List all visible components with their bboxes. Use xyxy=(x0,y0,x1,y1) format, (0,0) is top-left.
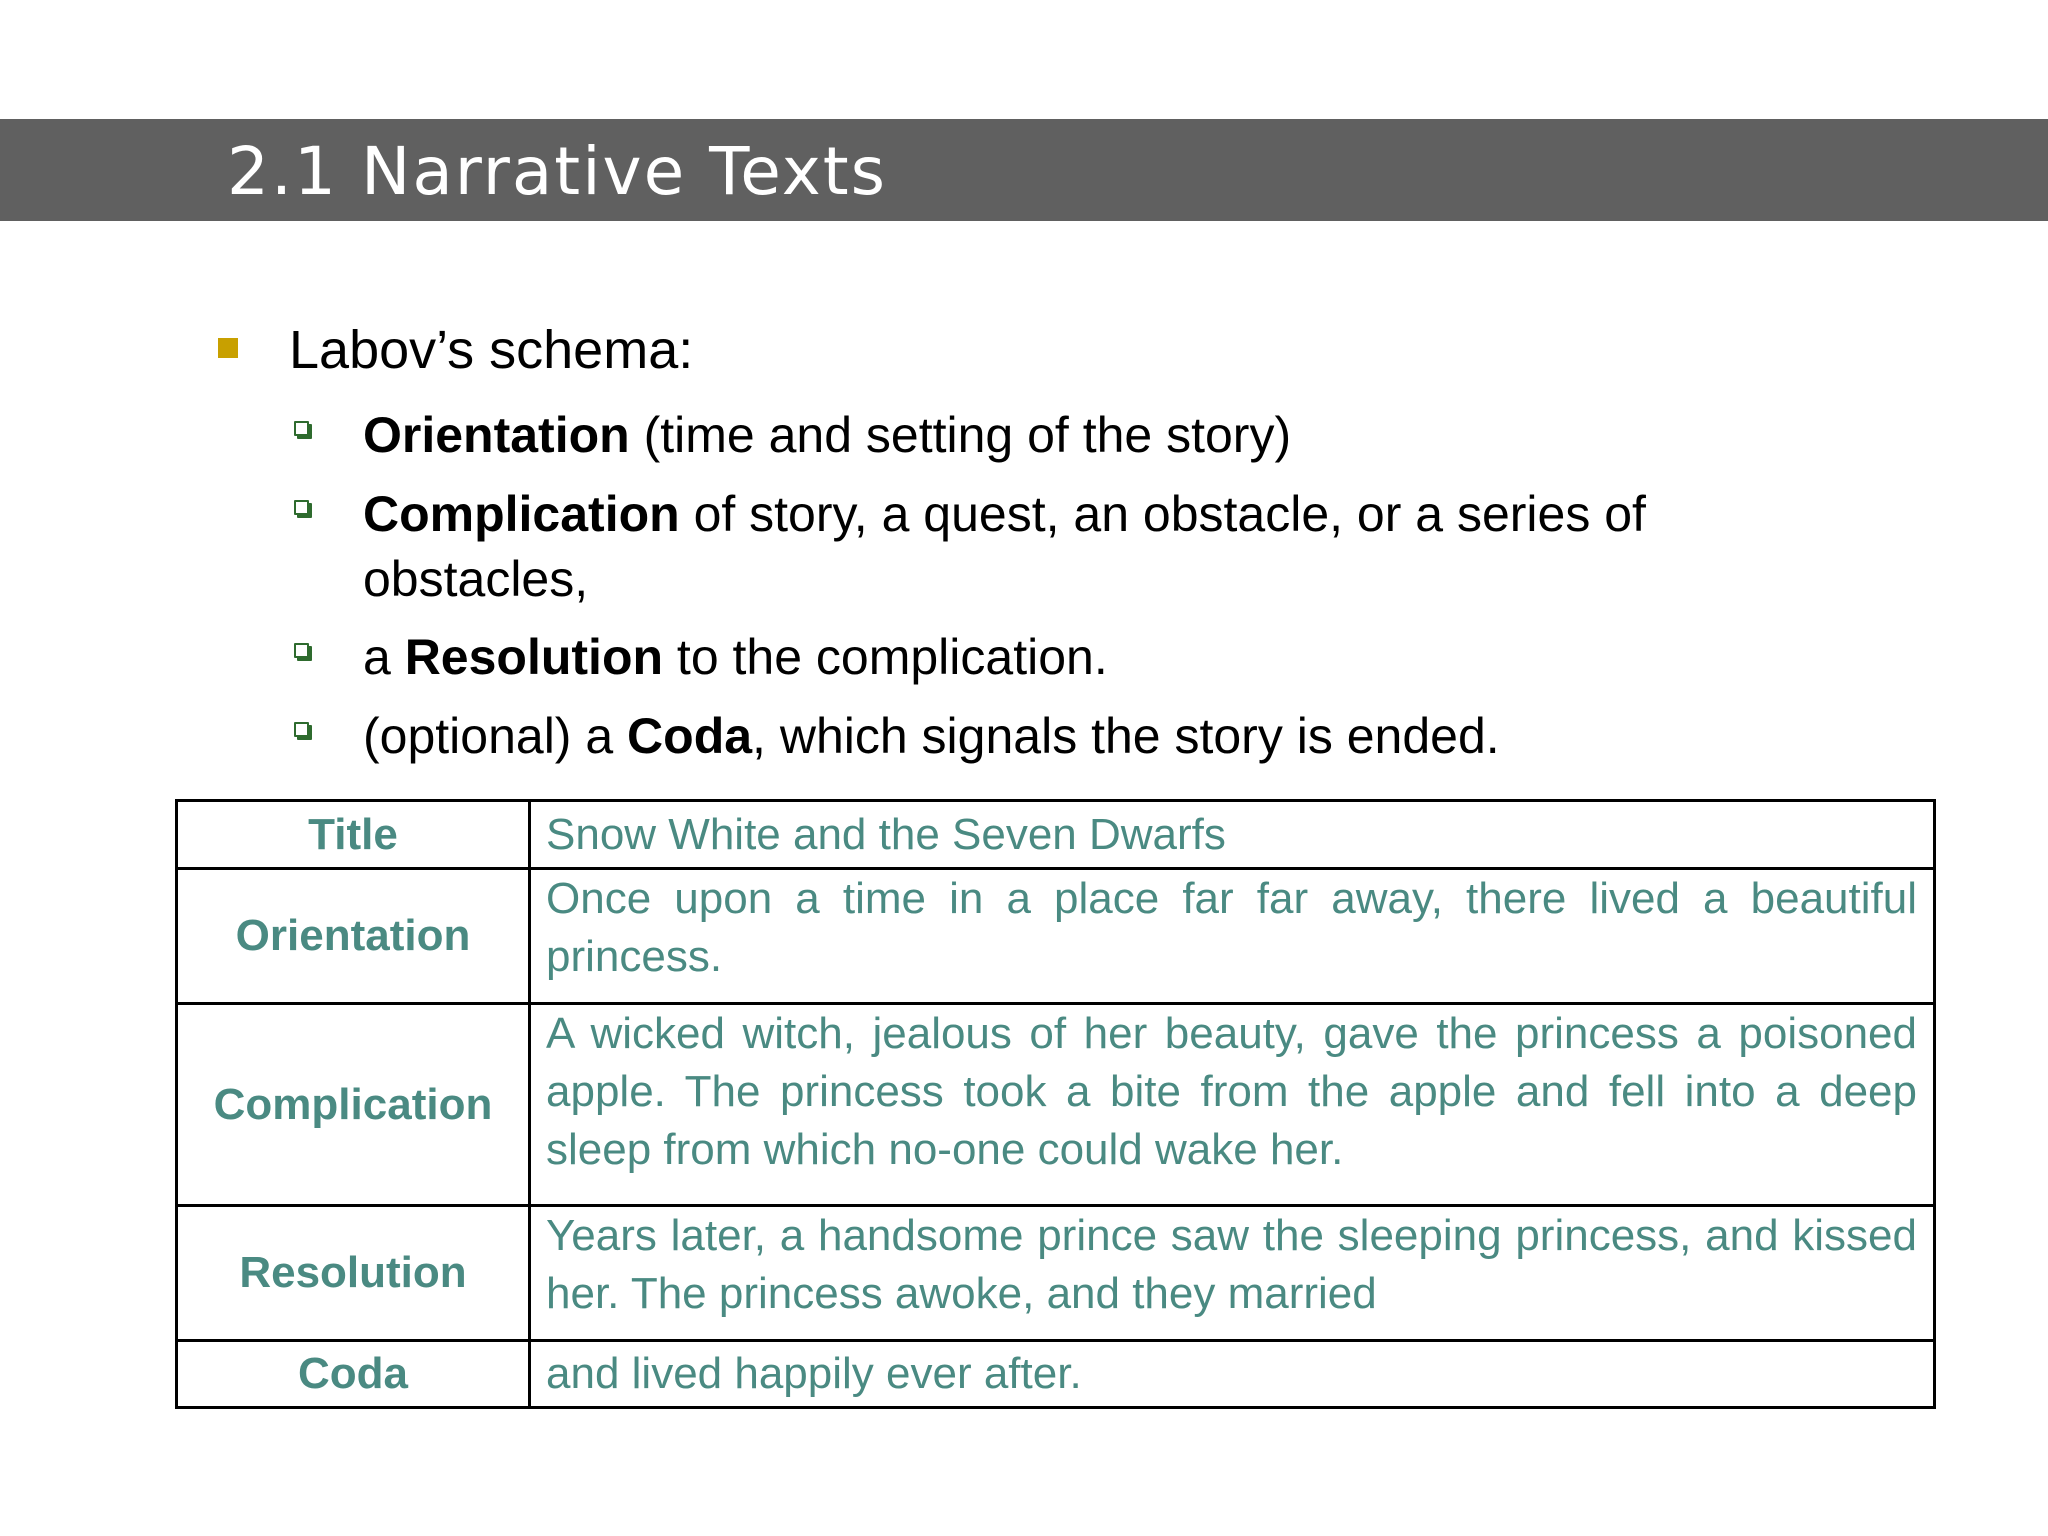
sub-bullet-item xyxy=(363,704,1823,769)
table-row xyxy=(177,801,1935,869)
slide-title: 2.1 Narrative Texts xyxy=(227,133,888,210)
slide-title-bar xyxy=(0,119,2048,221)
square-bullet-icon xyxy=(218,338,238,358)
sub-bullet-pre: a xyxy=(363,629,405,685)
row-value: Years later, a handsome prince saw the sleeping princess, and kissed her. The princess awoke, and they married xyxy=(530,1206,1935,1341)
sub-bullet-bold: Coda xyxy=(627,708,753,764)
checkbox-bullet-icon xyxy=(294,722,309,737)
sub-bullet-item xyxy=(363,482,1823,612)
row-label: Resolution xyxy=(177,1206,530,1341)
row-value: Snow White and the Seven Dwarfs xyxy=(530,801,1935,869)
sub-bullet-post: of story, a quest, an obstacle, or a series of obstacles, xyxy=(363,486,1646,607)
sub-bullet-post: to the complication. xyxy=(663,629,1108,685)
row-label: Complication xyxy=(177,1004,530,1206)
table-row xyxy=(177,869,1935,1004)
table-row xyxy=(177,1004,1935,1206)
sub-bullet-item xyxy=(363,403,1823,468)
sub-bullet-item xyxy=(363,625,1823,690)
checkbox-bullet-icon xyxy=(294,643,309,658)
checkbox-bullet-icon xyxy=(294,421,309,436)
sub-bullet-bold: Resolution xyxy=(404,629,664,685)
checkbox-bullet-icon xyxy=(294,500,309,515)
sub-bullet-pre: (optional) a xyxy=(363,708,628,764)
row-label: Orientation xyxy=(177,869,530,1004)
sub-bullet-bold: Orientation xyxy=(363,407,630,463)
row-label: Title xyxy=(177,801,530,869)
table-row xyxy=(177,1341,1935,1408)
table-row xyxy=(177,1206,1935,1341)
main-bullet-text: Labov’s schema: xyxy=(289,320,694,380)
sub-bullet-bold: Complication xyxy=(363,486,680,542)
row-value: and lived happily ever after. xyxy=(530,1341,1935,1408)
row-value: Once upon a time in a place far far away, there lived a beautiful princess. xyxy=(530,869,1935,1004)
sub-bullet-post: (time and setting of the story) xyxy=(629,407,1292,463)
sub-bullet-post: , which signals the story is ended. xyxy=(752,708,1500,764)
narrative-structure-table xyxy=(175,799,1936,1409)
row-label: Coda xyxy=(177,1341,530,1408)
row-value: A wicked witch, jealous of her beauty, gave the princess a poisoned apple. The princess took a bite from the apple and fell into a deep sleep from which no-one could wake her. xyxy=(530,1004,1935,1206)
